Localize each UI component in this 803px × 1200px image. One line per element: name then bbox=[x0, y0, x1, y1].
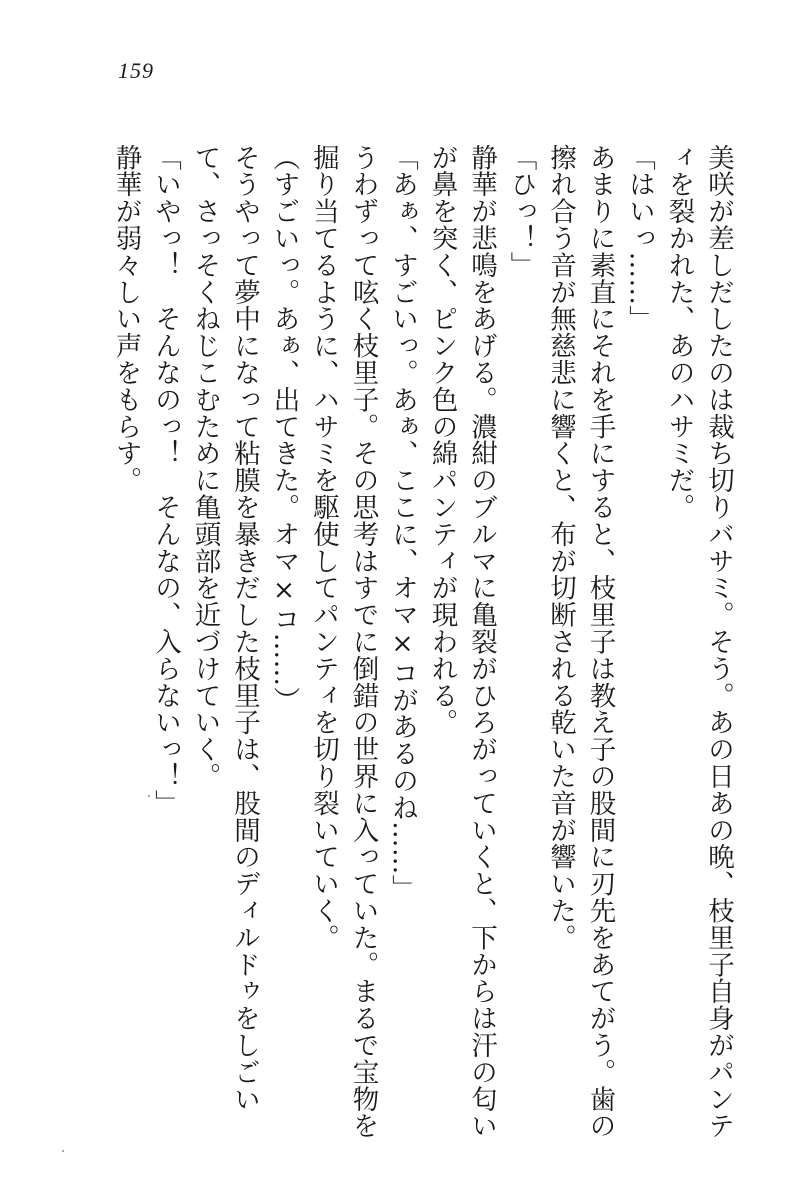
body-text bbox=[70, 144, 738, 1154]
paragraph: （すごいっ。あぁ、出てきた。オマ×コ……） bbox=[268, 144, 300, 714]
page-number: 159 bbox=[118, 58, 154, 83]
paragraph: 「ひっ！」 bbox=[505, 144, 537, 279]
scan-speck bbox=[62, 1150, 64, 1152]
scan-speck bbox=[148, 795, 150, 797]
paragraph: あまりに素直にそれを手にすると、枝里子は教え子の股間に刃先をあてがう。歯の擦れ合う音が無慈悲に響くと、布が切断される乾いた音が響いた。 bbox=[545, 144, 616, 1140]
paragraph: 静華が悲鳴をあげる。濃紺のブルマに亀裂がひろがっていくと、下からは汗の匂いが鼻を突く、ピンク色の綿パンティが現われる。 bbox=[426, 144, 497, 1140]
paragraph: 静華が弱々しい声をもらす。 bbox=[110, 144, 142, 494]
paragraph: そうやって夢中になって粘膜を暴きだした枝里子は、股間のディルドゥをしごいて、さっそくねじこむために亀頭部を近づけていく。 bbox=[189, 144, 260, 1113]
paragraph: 「はいっ……」 bbox=[624, 144, 655, 333]
paragraph: 美咲が差しだしたのは裁ち切りバサミ。そう。あの日あの晩、枝里子自身がパンティを裂かれた、あのハサミだ。 bbox=[663, 144, 734, 1140]
paragraph: うわずって呟く枝里子。その思考はすでに倒錯の世界に入っていた。まるで宝物を掘り当てるように、ハサミを駆使してパンティを切り裂いていく。 bbox=[308, 144, 379, 1140]
paragraph: 「いやっ！ そんなのっ！ そんなの、入らないっ！」 bbox=[150, 144, 181, 817]
paragraph: 「あぁ、すごいっ。あぁ、ここに、オマ×コがあるのね……」 bbox=[387, 144, 418, 902]
